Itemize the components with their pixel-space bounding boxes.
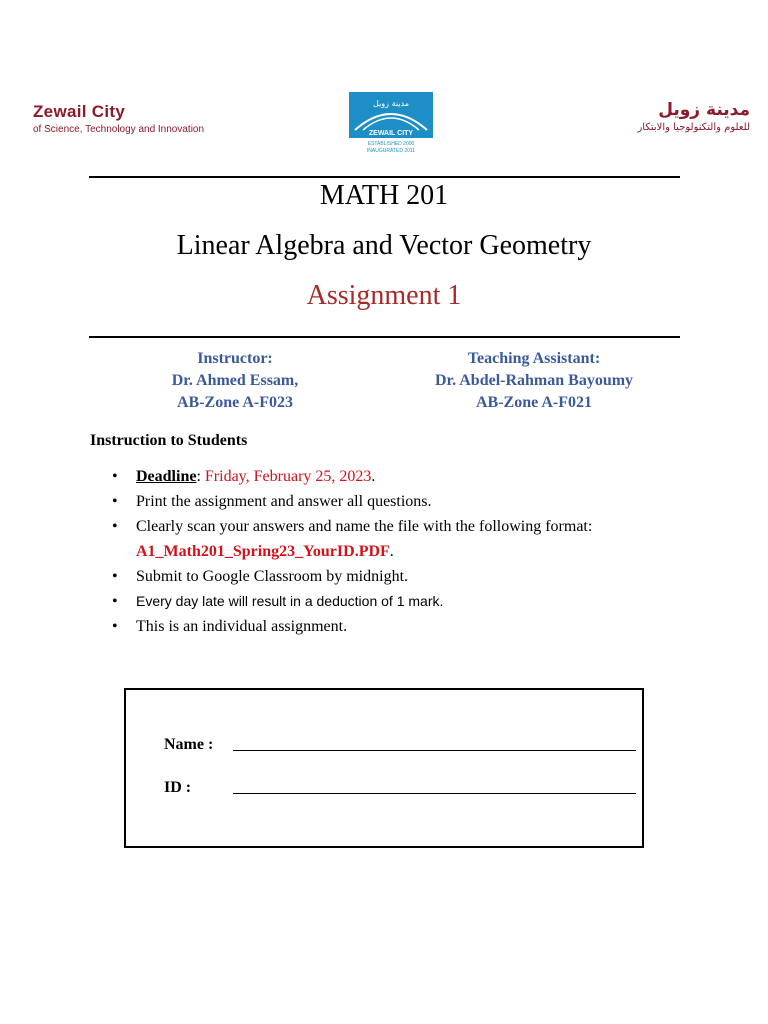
student-info-box xyxy=(124,688,644,848)
ta-block xyxy=(394,348,674,414)
bottom-divider xyxy=(89,336,680,338)
bullet-icon: • xyxy=(112,568,118,585)
bullet-icon: • xyxy=(112,493,118,510)
zewail-city-logo-icon xyxy=(349,92,433,154)
scan-instruction: Clearly scan your answers and name the file with the following format: xyxy=(136,518,593,535)
file-format: A1_Math201_Spring23_YourID.PDF xyxy=(136,543,390,560)
name-label: Name : xyxy=(164,736,214,753)
list-item-individual xyxy=(90,614,690,639)
file-format-line xyxy=(136,539,690,564)
deadline-value: Friday, February 25, 2023 xyxy=(204,468,372,485)
svg-text:INAUGURATED 2011: INAUGURATED 2011 xyxy=(366,148,416,154)
assignment-title: Assignment 1 xyxy=(306,280,462,311)
list-item-scan xyxy=(90,514,690,564)
id-field[interactable] xyxy=(233,777,636,794)
list-item-print xyxy=(90,489,690,514)
instructor-block xyxy=(95,348,375,414)
instructor-name: Dr. Ahmed Essam, xyxy=(171,372,299,389)
brand-name: Zewail City xyxy=(33,102,126,121)
instructor-office: AB-Zone A-F023 xyxy=(177,394,293,411)
svg-text:ZEWAIL CITY: ZEWAIL CITY xyxy=(368,130,414,137)
brand-arabic xyxy=(637,100,750,133)
course-title: Linear Algebra and Vector Geometry xyxy=(176,230,592,261)
deadline-label: Deadline xyxy=(136,468,197,485)
ta-heading: Teaching Assistant: xyxy=(467,350,601,367)
ta-name: Dr. Abdel-Rahman Bayoumy xyxy=(434,372,634,389)
brand-english xyxy=(33,102,204,135)
name-field[interactable] xyxy=(233,734,636,751)
late-instruction: Every day late will result in a deduction of 1 mark. xyxy=(136,593,444,609)
brand-tagline: of Science, Technology and Innovation xyxy=(33,124,205,135)
list-item-late xyxy=(90,589,690,614)
bullet-icon: • xyxy=(112,593,118,610)
print-instruction: Print the assignment and answer all questions. xyxy=(136,493,432,510)
bullet-icon: • xyxy=(112,468,118,485)
brand-name-arabic: مدينة زويل xyxy=(658,100,750,120)
instructions-heading: Instruction to Students xyxy=(90,432,248,449)
svg-text:مدينة زويل: مدينة زويل xyxy=(373,99,409,108)
individual-instruction: This is an individual assignment. xyxy=(136,618,348,635)
deadline-separator: : xyxy=(196,468,205,485)
deadline-end: . xyxy=(371,468,376,485)
top-divider xyxy=(89,176,680,178)
file-format-end: . xyxy=(389,543,394,560)
ta-office: AB-Zone A-F021 xyxy=(476,394,592,411)
id-label: ID : xyxy=(164,779,192,796)
submit-instruction: Submit to Google Classroom by midnight. xyxy=(136,568,409,585)
letterhead xyxy=(0,88,768,158)
bullet-icon: • xyxy=(112,618,118,635)
bullet-icon: • xyxy=(112,518,118,535)
instructor-heading: Instructor: xyxy=(197,350,273,367)
course-code: MATH 201 xyxy=(319,180,449,211)
svg-text:ESTABLISHED 2000: ESTABLISHED 2000 xyxy=(367,141,415,147)
instructions-list xyxy=(90,464,690,639)
list-item-deadline xyxy=(90,464,690,489)
list-item-submit xyxy=(90,564,690,589)
brand-tagline-arabic: للعلوم والتكنولوجيا والابتكار xyxy=(637,122,750,133)
